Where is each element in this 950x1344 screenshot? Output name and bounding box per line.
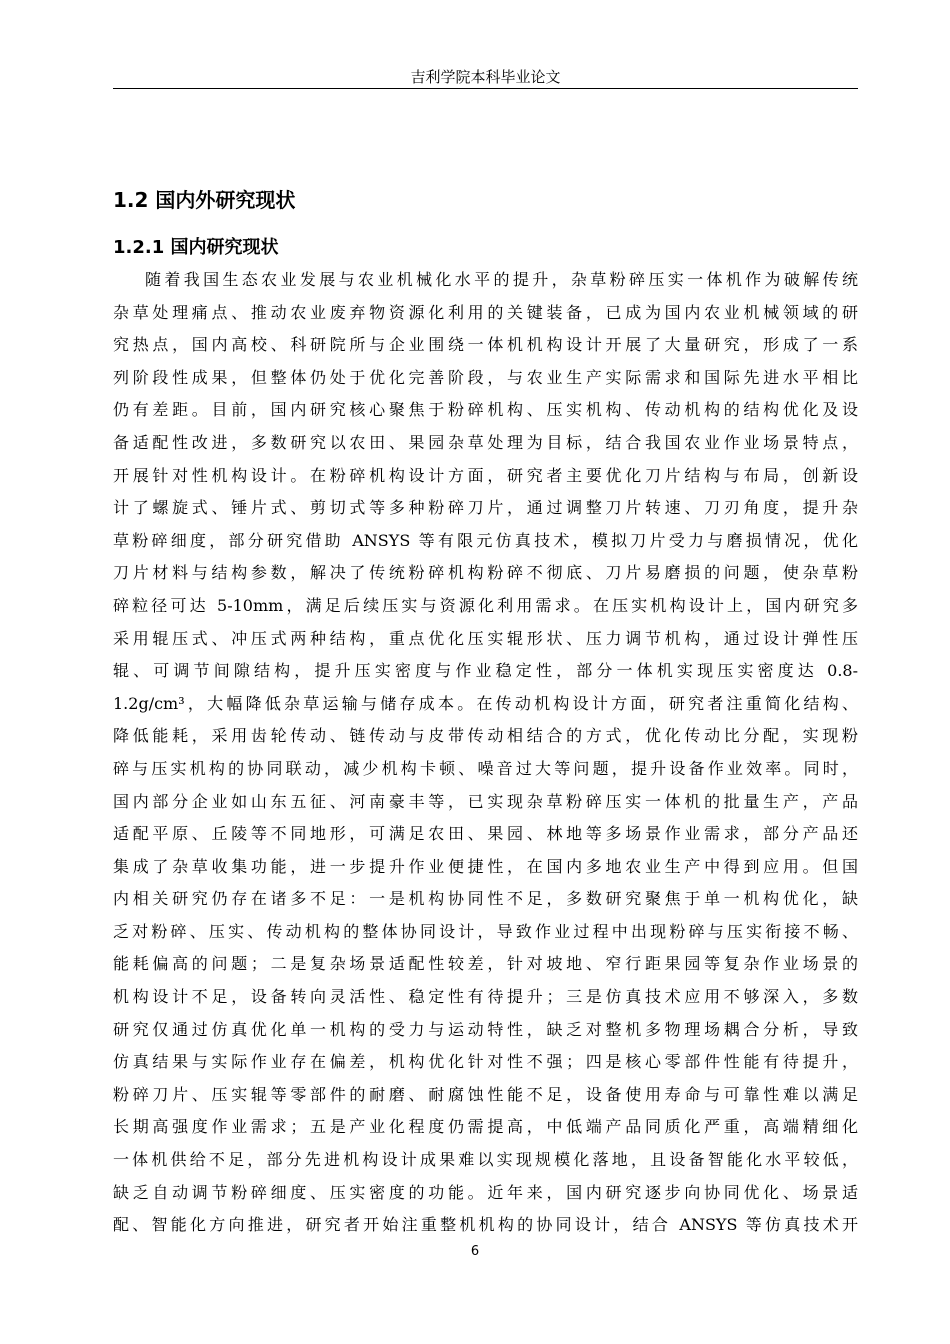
text-line: 杂草处理痛点、推动农业废弃物资源化利用的关键装备，已成为国内农业机械领域的研 xyxy=(113,302,858,322)
text-line: 研究仅通过仿真优化单一机构的受力与运动特性，缺乏对整机多物理场耦合分析，导致 xyxy=(113,1019,858,1039)
header-rule xyxy=(113,88,858,89)
text-line: 长期高强度作业需求；五是产业化程度仍需提高，中低端产品同质化严重，高端精细化 xyxy=(113,1117,858,1137)
text-line: 粉碎刀片、压实辊等零部件的耐磨、耐腐蚀性能不足，设备使用寿命与可靠性难以满足 xyxy=(113,1084,858,1104)
text-line: 采用辊压式、冲压式两种结构，重点优化压实辊形状、压力调节机构，通过设计弹性压 xyxy=(113,628,858,648)
text-line: 碎粒径可达 5-10mm，满足后续压实与资源化利用需求。在压实机构设计上，国内研究多 xyxy=(113,595,858,615)
text-line: 究热点，国内高校、科研院所与企业围绕一体机机构设计开展了大量研究，形成了一系 xyxy=(113,335,858,355)
text-line: 随着我国生态农业发展与农业机械化水平的提升，杂草粉碎压实一体机作为破解传统 xyxy=(145,270,858,289)
text-line: 列阶段性成果，但整体仍处于优化完善阶段，与农业生产实际需求和国际先进水平相比 xyxy=(113,367,858,387)
text-line: 机构设计不足，设备转向灵活性、稳定性有待提升；三是仿真技术应用不够深入，多数 xyxy=(113,987,858,1007)
body-paragraph xyxy=(113,264,858,1242)
text-line: 辊、可调节间隙结构，提升压实密度与作业稳定性，部分一体机实现压实密度达 0.8- xyxy=(113,661,858,681)
text-line: 缺乏自动调节粉碎细度、压实密度的功能。近年来，国内研究逐步向协同优化、场景适 xyxy=(113,1182,858,1202)
text-line: 降低能耗，采用齿轮传动、链传动与皮带传动相结合的方式，优化传动比分配，实现粉 xyxy=(113,726,858,746)
text-line: 能耗偏高的问题；二是复杂场景适配性较差，针对坡地、窄行距果园等复杂作业场景的 xyxy=(113,954,858,974)
text-line: 开展针对性机构设计。在粉碎机构设计方面，研究者主要优化刀片结构与布局，创新设 xyxy=(113,465,858,485)
text-line: 1.2g/cm³，大幅降低杂草运输与储存成本。在传动机构设计方面，研究者注重简化结构、 xyxy=(113,693,858,713)
text-line: 刀片材料与结构参数，解决了传统粉碎机构粉碎不彻底、刀片易磨损的问题，使杂草粉 xyxy=(113,563,858,583)
text-line: 计了螺旋式、锤片式、剪切式等多种粉碎刀片，通过调整刀片转速、刀刃角度，提升杂 xyxy=(113,498,858,518)
page-number: 6 xyxy=(470,1244,480,1259)
text-line: 仍有差距。目前，国内研究核心聚焦于粉碎机构、压实机构、传动机构的结构优化及设 xyxy=(113,400,858,420)
text-line: 适配平原、丘陵等不同地形，可满足农田、果园、林地等多场景作业需求，部分产品还 xyxy=(113,824,858,844)
text-line: 备适配性改进，多数研究以农田、果园杂草处理为目标，结合我国农业作业场景特点， xyxy=(113,432,858,452)
subsection-title: 1.2.1 国内研究现状 xyxy=(113,237,279,258)
text-line: 内相关研究仍存在诸多不足：一是机构协同性不足，多数研究聚焦于单一机构优化，缺 xyxy=(113,889,858,909)
text-line: 仿真结果与实际作业存在偏差，机构优化针对性不强；四是核心零部件性能有待提升， xyxy=(113,1052,858,1072)
text-line: 碎与压实机构的协同联动，减少机构卡顿、噪音过大等问题，提升设备作业效率。同时， xyxy=(113,758,858,778)
text-line: 配、智能化方向推进，研究者开始注重整机机构的协同设计，结合 ANSYS 等仿真技术开 xyxy=(113,1215,858,1235)
running-header: 吉利学院本科毕业论文 xyxy=(410,68,561,86)
text-line: 乏对粉碎、压实、传动机构的整体协同设计，导致作业过程中出现粉碎与压实衔接不畅、 xyxy=(113,921,858,941)
text-line: 集成了杂草收集功能，进一步提升作业便捷性，在国内多地农业生产中得到应用。但国 xyxy=(113,856,858,876)
text-line: 国内部分企业如山东五征、河南豪丰等，已实现杂草粉碎压实一体机的批量生产，产品 xyxy=(113,791,858,811)
text-line: 一体机供给不足，部分先进机构设计成果难以实现规模化落地，且设备智能化水平较低， xyxy=(113,1150,858,1170)
section-title: 1.2 国内外研究现状 xyxy=(113,188,296,212)
text-line: 草粉碎细度，部分研究借助 ANSYS 等有限元仿真技术，模拟刀片受力与磨损情况，优化 xyxy=(113,530,858,550)
